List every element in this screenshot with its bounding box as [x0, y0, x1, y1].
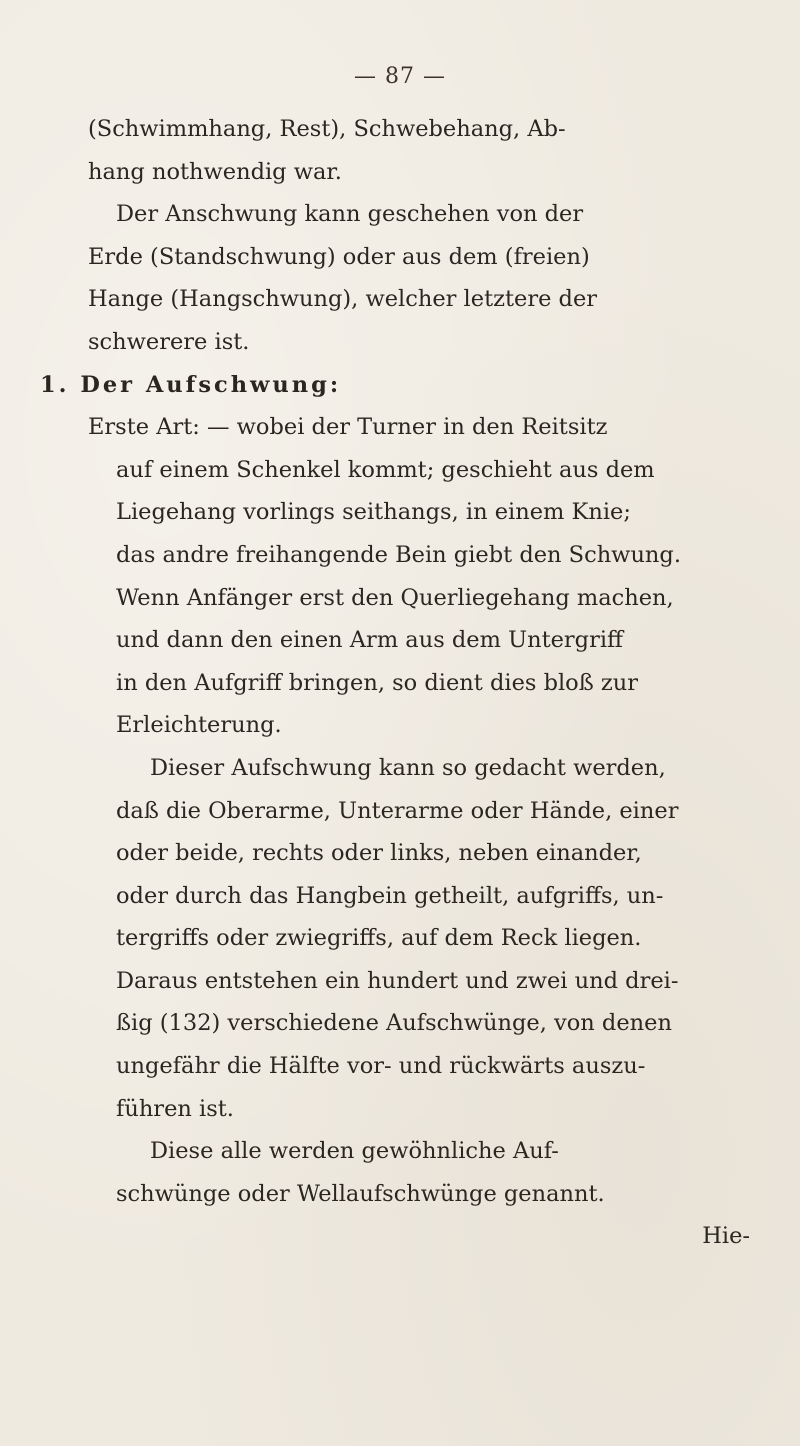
- text-line-16: Dieser Aufschwung kann so gedacht werden,: [150, 754, 666, 781]
- page-number: — 87 —: [354, 64, 446, 89]
- text-line-8: Erste Art: — wobei der Turner in den Reitsitz: [88, 414, 608, 441]
- text-line-25: Diese alle werden gewöhnliche Auf-: [150, 1138, 559, 1165]
- text-line-22: ßig (132) verschiedene Aufschwünge, von denen: [116, 1010, 672, 1037]
- text-line-15: Erleichterung.: [116, 712, 282, 739]
- text-line-11: das andre freihangende Bein giebt den Schwung.: [116, 541, 681, 568]
- text-line-21: Daraus entstehen ein hundert und zwei und drei-: [116, 967, 679, 994]
- text-line-24: führen ist.: [116, 1095, 234, 1122]
- text-line-14: in den Aufgriff bringen, so dient dies bloß zur: [116, 669, 639, 696]
- body-text: [40, 108, 758, 1258]
- text-line-13: und dann den einen Arm aus dem Untergriff: [116, 627, 624, 654]
- text-line-17: daß die Oberarme, Unterarme oder Hände, einer: [116, 797, 679, 824]
- text-line-23: ungefähr die Hälfte vor- und rückwärts auszu-: [116, 1053, 646, 1080]
- text-line-19: oder durch das Hangbein getheilt, aufgriffs, un-: [116, 882, 664, 909]
- section-heading-aufschwung: 1. Der Aufschwung:: [40, 371, 342, 398]
- text-line-5: Hange (Hangschwung), welcher letztere der: [88, 286, 598, 313]
- catchword: Hie-: [702, 1223, 750, 1250]
- text-line-20: tergriffs oder zwiegriffs, auf dem Reck liegen.: [116, 925, 642, 952]
- text-line-12: Wenn Anfänger erst den Querliegehang machen,: [116, 584, 674, 611]
- text-line-26: schwünge oder Wellaufschwünge genannt.: [116, 1180, 605, 1207]
- text-line-3: Der Anschwung kann geschehen von der: [116, 201, 584, 228]
- text-line-18: oder beide, rechts oder links, neben einander,: [116, 840, 642, 867]
- text-line-1: (Schwimmhang, Rest), Schwebehang, Ab-: [88, 116, 566, 142]
- text-line-10: Liegehang vorlings seithangs, in einem Knie;: [116, 499, 631, 526]
- text-line-2: hang nothwendig war.: [88, 158, 342, 185]
- text-line-6: schwerere ist.: [88, 328, 250, 355]
- text-line-9: auf einem Schenkel kommt; geschieht aus dem: [116, 456, 655, 483]
- text-line-4: Erde (Standschwung) oder aus dem (freien): [88, 243, 590, 270]
